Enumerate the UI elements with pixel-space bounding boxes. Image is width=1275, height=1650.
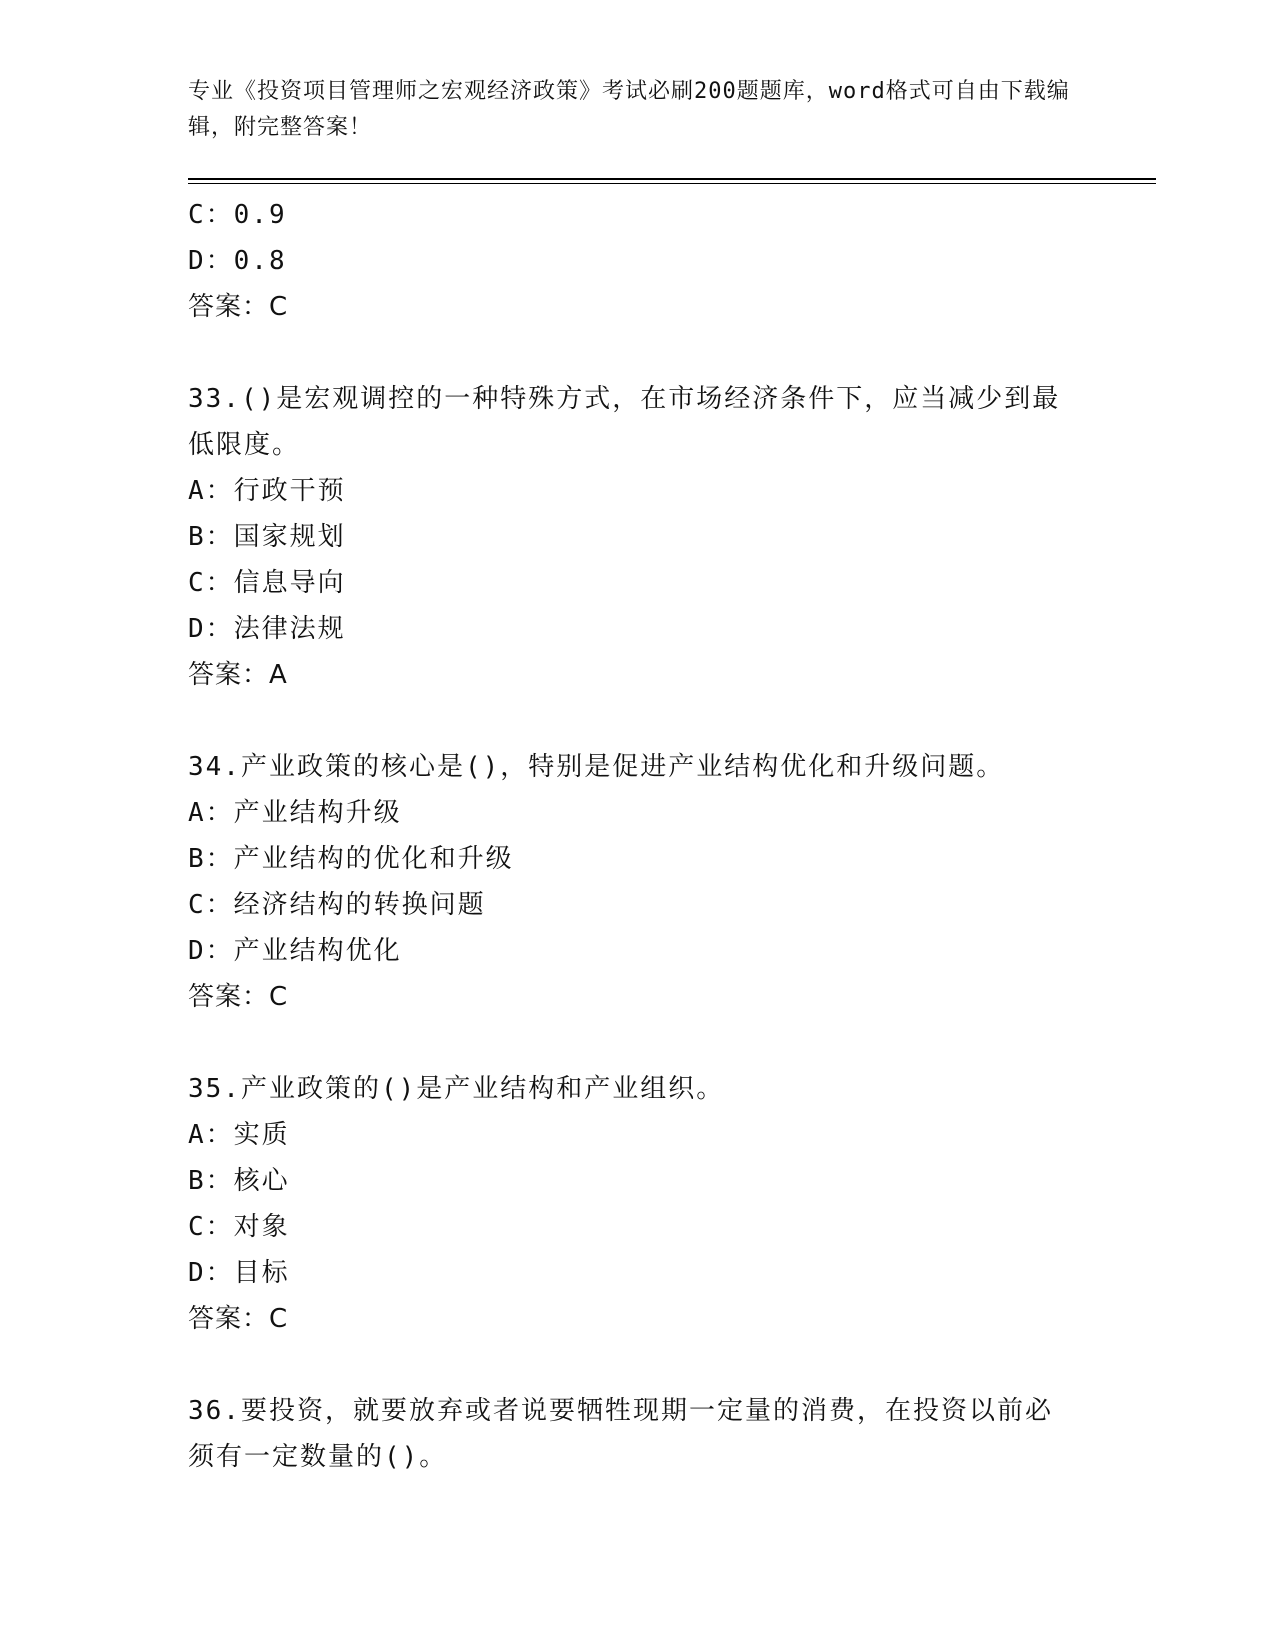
- header-divider-thick: [188, 178, 1156, 180]
- question-36-stem-line-2: 须有一定数量的()。: [188, 1442, 448, 1472]
- question-content: [188, 192, 1088, 1480]
- page-header: 专业《投资项目管理师之宏观经济政策》考试必刷200题题库，word格式可自由下载编辑，附完整答案！: [188, 79, 1070, 140]
- spacer: [188, 698, 1088, 744]
- question-33-answer: 答案：A: [188, 660, 288, 690]
- question-35-option-d: D：目标: [188, 1258, 290, 1288]
- spacer: [188, 330, 1088, 376]
- spacer: [188, 1342, 1088, 1388]
- question-33-stem-line-2: 低限度。: [188, 430, 301, 460]
- option-c: C：0.9: [188, 200, 287, 230]
- question-34-stem: 34.产业政策的核心是()，特别是促进产业结构优化和升级问题。: [188, 752, 1005, 782]
- question-34-option-a: A：产业结构升级: [188, 798, 402, 828]
- question-34-option-c: C：经济结构的转换问题: [188, 890, 486, 920]
- question-35-option-c: C：对象: [188, 1212, 290, 1242]
- question-36-stem-line-1: 36.要投资，就要放弃或者说要牺牲现期一定量的消费，在投资以前必: [188, 1396, 1053, 1426]
- question-33-stem-line-1: 33.()是宏观调控的一种特殊方式，在市场经济条件下，应当减少到最: [188, 384, 1061, 414]
- header-divider-thin: [188, 183, 1156, 184]
- spacer: [188, 1020, 1088, 1066]
- question-33-option-c: C：信息导向: [188, 568, 346, 598]
- question-35-stem: 35.产业政策的()是产业结构和产业组织。: [188, 1074, 725, 1104]
- answer: 答案：C: [188, 292, 289, 322]
- question-35-option-b: B：核心: [188, 1166, 290, 1196]
- question-34-option-d: D：产业结构优化: [188, 936, 402, 966]
- question-33-option-a: A：行政干预: [188, 476, 346, 506]
- option-d: D：0.8: [188, 246, 287, 276]
- question-34-option-b: B：产业结构的优化和升级: [188, 844, 514, 874]
- question-33-option-d: D：法律法规: [188, 614, 346, 644]
- question-33-option-b: B：国家规划: [188, 522, 346, 552]
- question-35-answer: 答案：C: [188, 1304, 289, 1334]
- question-34-answer: 答案：C: [188, 982, 289, 1012]
- question-35-option-a: A：实质: [188, 1120, 290, 1150]
